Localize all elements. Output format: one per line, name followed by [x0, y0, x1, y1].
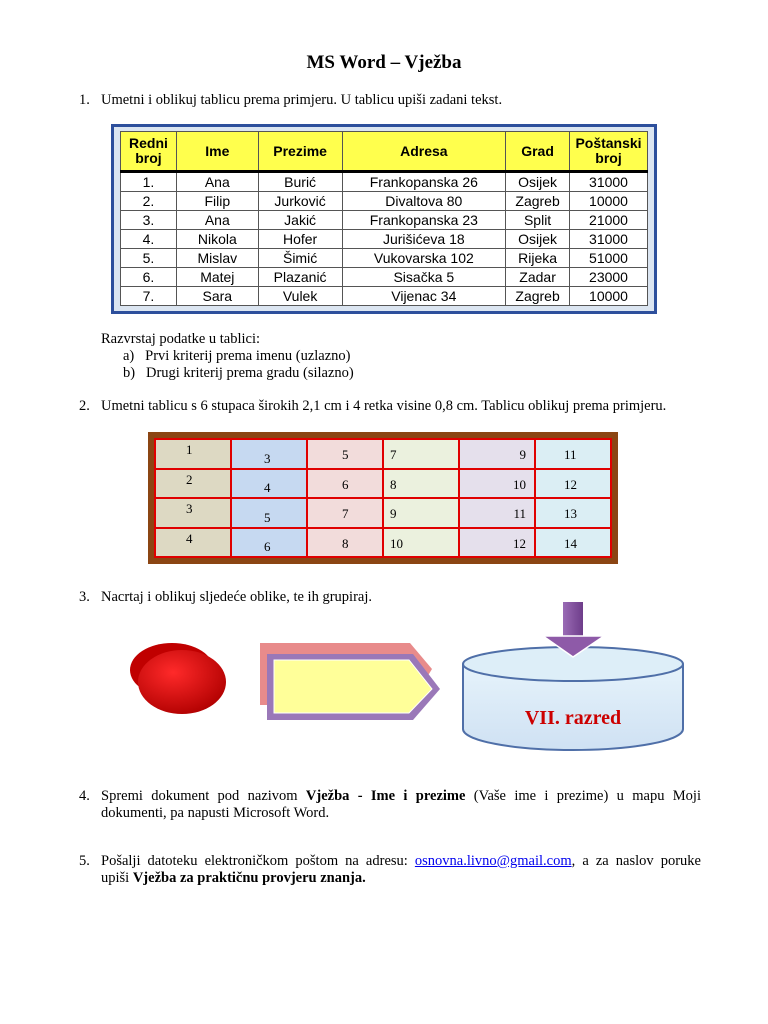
task-2-number: 2. [79, 398, 90, 414]
table-cell: Zagreb [506, 192, 570, 211]
email-link[interactable]: osnovna.livno@gmail.com [414, 853, 572, 869]
table-cell [155, 469, 231, 499]
cell-value: 8 [390, 476, 397, 492]
table-cell: Filip [176, 192, 258, 211]
task-4-line-1: Spremi dokument pod nazivom Vježba - Ime i prezime (Vaše ime i prezime) u mapu Moji [101, 788, 701, 804]
table-cell: Vukovarska 102 [342, 249, 506, 268]
task-2-text: Umetni tablicu s 6 stupaca širokih 2,1 cm i 4 retka visine 0,8 cm. Tablicu oblikuj prema primjeru. [101, 398, 667, 414]
table-cell: Rijeka [506, 249, 570, 268]
task-3-text: Nacrtaj i oblikuj sljedeće oblike, te ih grupiraj. [101, 589, 372, 605]
table-cell: Mislav [176, 249, 258, 268]
file-name: Vježba - Ime i prezime [305, 788, 466, 804]
table-cell [231, 498, 307, 528]
cell-value: 7 [342, 506, 349, 521]
table-cell: Šimić [258, 249, 342, 268]
task-4-number: 4. [79, 788, 90, 804]
table-cell: Ana [176, 172, 258, 192]
table-row [121, 249, 648, 268]
table-cell [231, 469, 307, 499]
table-cell: 23000 [570, 268, 648, 287]
table-cell: Burić [258, 172, 342, 192]
table-cell: Frankopanska 23 [342, 211, 506, 230]
task-1-number: 1. [79, 92, 90, 108]
task-1-text: Umetni i oblikuj tablicu prema primjeru. U tablicu upiši zadani tekst. [101, 92, 503, 108]
table-row [121, 287, 648, 306]
cell-value: 6 [264, 539, 271, 554]
grouped-shapes [0, 595, 768, 765]
table-cell [383, 439, 459, 469]
pentagon-arrow-shape [260, 643, 440, 720]
table-cell: 31000 [570, 230, 648, 249]
table-cell: 10000 [570, 192, 648, 211]
cell-value: 11 [513, 506, 526, 521]
cell-value: 2 [186, 471, 193, 487]
cell-value: 12 [564, 476, 577, 492]
task-3-number: 3. [79, 589, 90, 605]
table-cell: Jakić [258, 211, 342, 230]
cylinder-shape [463, 647, 683, 750]
table-cell: 21000 [570, 211, 648, 230]
header-cell: Redni broj [121, 132, 177, 172]
table-cell [155, 439, 231, 469]
page-title: MS Word – Vježba [306, 52, 462, 73]
table-cell [459, 498, 535, 528]
table-cell: Osijek [506, 172, 570, 192]
table-cell: Ana [176, 211, 258, 230]
task-5-line-2: upiši Vježba za praktičnu provjeru znanja. [101, 870, 366, 886]
table-cell [155, 528, 231, 558]
task-4-line-2: dokumenti, pa napusti Microsoft Word. [101, 805, 330, 821]
table-cell [231, 439, 307, 469]
students-table-header-row [121, 132, 648, 172]
table-cell: 4. [121, 230, 177, 249]
table-cell [459, 469, 535, 499]
table-row [121, 268, 648, 287]
sort-intro: Razvrstaj podatke u tablici: [101, 331, 261, 347]
table-row [121, 230, 648, 249]
table-cell: Vijenac 34 [342, 287, 506, 306]
sort-instructions [101, 331, 354, 382]
cell-value: 13 [564, 506, 577, 521]
table-cell [535, 439, 611, 469]
table-cell: Zagreb [506, 287, 570, 306]
table-cell: Vulek [258, 287, 342, 306]
cell-value: 10 [390, 535, 403, 551]
table-cell: Hofer [258, 230, 342, 249]
table-cell: Plazanić [258, 268, 342, 287]
numbers-table [154, 438, 612, 558]
students-table [120, 131, 648, 306]
task-5-number: 5. [79, 853, 90, 869]
numbers-table-frame [148, 432, 618, 564]
table-cell: Osijek [506, 230, 570, 249]
cell-value: 6 [342, 476, 349, 492]
table-cell [231, 528, 307, 558]
table-cell: Split [506, 211, 570, 230]
table-cell [535, 498, 611, 528]
table-cell [459, 439, 535, 469]
sort-criterion-b: b) Drugi kriterij prema gradu (silazno) [123, 365, 354, 381]
table-cell: 3. [121, 211, 177, 230]
task-5-line-1: Pošalji datoteku elektroničkom poštom na adresu: osnovna.livno@gmail.com, a za naslov poruke [101, 853, 701, 869]
table-cell [535, 528, 611, 558]
cell-value: 10 [513, 476, 526, 492]
header-cell: Prezime [258, 132, 342, 172]
table-cell: 10000 [570, 287, 648, 306]
cell-value: 9 [390, 506, 397, 521]
table-cell: 2. [121, 192, 177, 211]
table-cell [307, 469, 383, 499]
table-cell [535, 469, 611, 499]
cell-value: 1 [186, 442, 193, 457]
table-cell [307, 439, 383, 469]
cell-value: 9 [519, 447, 526, 462]
table-cell [307, 528, 383, 558]
cell-value: 8 [342, 535, 349, 551]
cell-value: 12 [513, 535, 526, 551]
table-row [155, 528, 611, 558]
header-cell: Adresa [342, 132, 506, 172]
cell-value: 3 [186, 501, 193, 516]
sort-criterion-a: a) Prvi kriterij prema imenu (uzlazno) [123, 348, 351, 364]
cell-value: 11 [564, 447, 577, 462]
header-cell: Grad [506, 132, 570, 172]
header-cell: Poštanski broj [570, 132, 648, 172]
red-ellipses-shape [130, 643, 226, 714]
table-cell: 1. [121, 172, 177, 192]
table-cell: Divaltova 80 [342, 192, 506, 211]
table-cell: Nikola [176, 230, 258, 249]
table-row [121, 172, 648, 192]
table-row [121, 192, 648, 211]
table-cell: Matej [176, 268, 258, 287]
cell-value: 7 [390, 447, 397, 462]
table-cell: 51000 [570, 249, 648, 268]
cell-value: 4 [264, 480, 271, 495]
cell-value: 5 [264, 509, 271, 525]
table-cell [155, 498, 231, 528]
table-cell [307, 498, 383, 528]
table-cell: Zadar [506, 268, 570, 287]
cell-value: 14 [564, 535, 577, 551]
table-cell [383, 528, 459, 558]
table-cell: Sisačka 5 [342, 268, 506, 287]
email-subject: Vježba za praktičnu provjeru znanja. [132, 870, 366, 886]
table-cell: Jurišićeva 18 [342, 230, 506, 249]
table-cell: Sara [176, 287, 258, 306]
table-cell: 31000 [570, 172, 648, 192]
table-row [155, 469, 611, 499]
header-cell: Ime [176, 132, 258, 172]
table-cell: 6. [121, 268, 177, 287]
table-cell: Frankopanska 26 [342, 172, 506, 192]
table-row [121, 211, 648, 230]
table-row [155, 439, 611, 469]
table-cell [459, 528, 535, 558]
table-cell: Jurković [258, 192, 342, 211]
table-cell: 5. [121, 249, 177, 268]
table-cell [383, 469, 459, 499]
students-table-frame [111, 124, 657, 314]
cell-value: 5 [342, 447, 349, 462]
cell-value: 3 [264, 450, 271, 466]
table-row [155, 498, 611, 528]
table-cell [383, 498, 459, 528]
table-cell: 7. [121, 287, 177, 306]
cylinder-label: VII. razred [524, 707, 622, 729]
cell-value: 4 [186, 530, 193, 546]
